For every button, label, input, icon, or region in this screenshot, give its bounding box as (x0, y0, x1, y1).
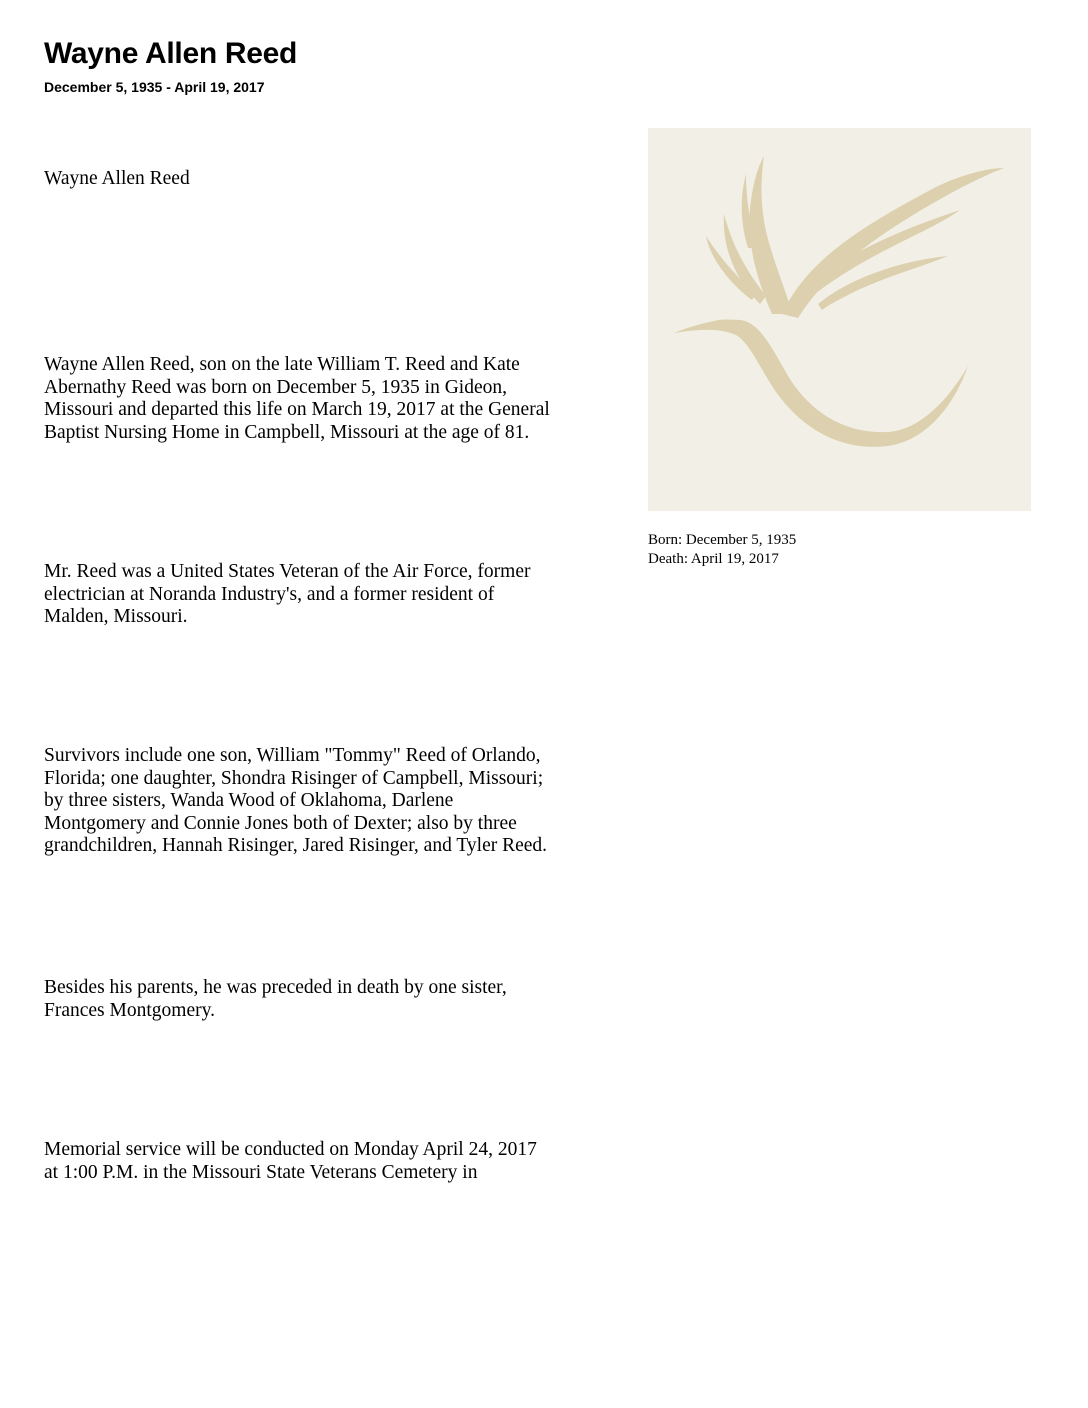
obituary-paragraph: Wayne Allen Reed, son on the late William T. Reed and Kate Abernathy Reed was born on December 5, 1935 in Gideon, Missouri and departed this life on March 19, 2017 at the General Baptist Nursing Home in Campbell, Missouri at the age of 81. (44, 354, 550, 443)
born-date: Born: December 5, 1935 (648, 532, 797, 548)
life-dates-subtitle: December 5, 1935 - April 19, 2017 (44, 79, 265, 95)
obituary-paragraph: Besides his parents, he was preceded in death by one sister, Frances Montgomery. (44, 977, 507, 1021)
obituary-paragraph: Survivors include one son, William "Tommy" Reed of Orlando, Florida; one daughter, Shondra Risinger of Campbell, Missouri; by three sisters, Wanda Wood of Oklahoma, Darlene Montgomery and Connie Jones both of Dexter; also by three grandchildren, Hannah Risinger, Jared Risinger, and Tyler Reed. (44, 745, 548, 857)
obituary-paragraph: Memorial service will be conducted on Monday April 24, 2017 at 1:00 P.M. in the Missouri State Veterans Cemetery in (44, 1139, 537, 1183)
dove-icon (648, 128, 1031, 511)
deceased-name-title: Wayne Allen Reed (44, 37, 298, 70)
memorial-image (648, 128, 1031, 511)
obituary-paragraph: Mr. Reed was a United States Veteran of the Air Force, former electrician at Noranda Industry's, and a former resident of Malden, Missouri. (44, 561, 531, 628)
life-dates-sidebar (648, 531, 796, 569)
obituary-paragraph: Wayne Allen Reed (44, 168, 190, 189)
death-date: Death: April 19, 2017 (648, 551, 779, 567)
